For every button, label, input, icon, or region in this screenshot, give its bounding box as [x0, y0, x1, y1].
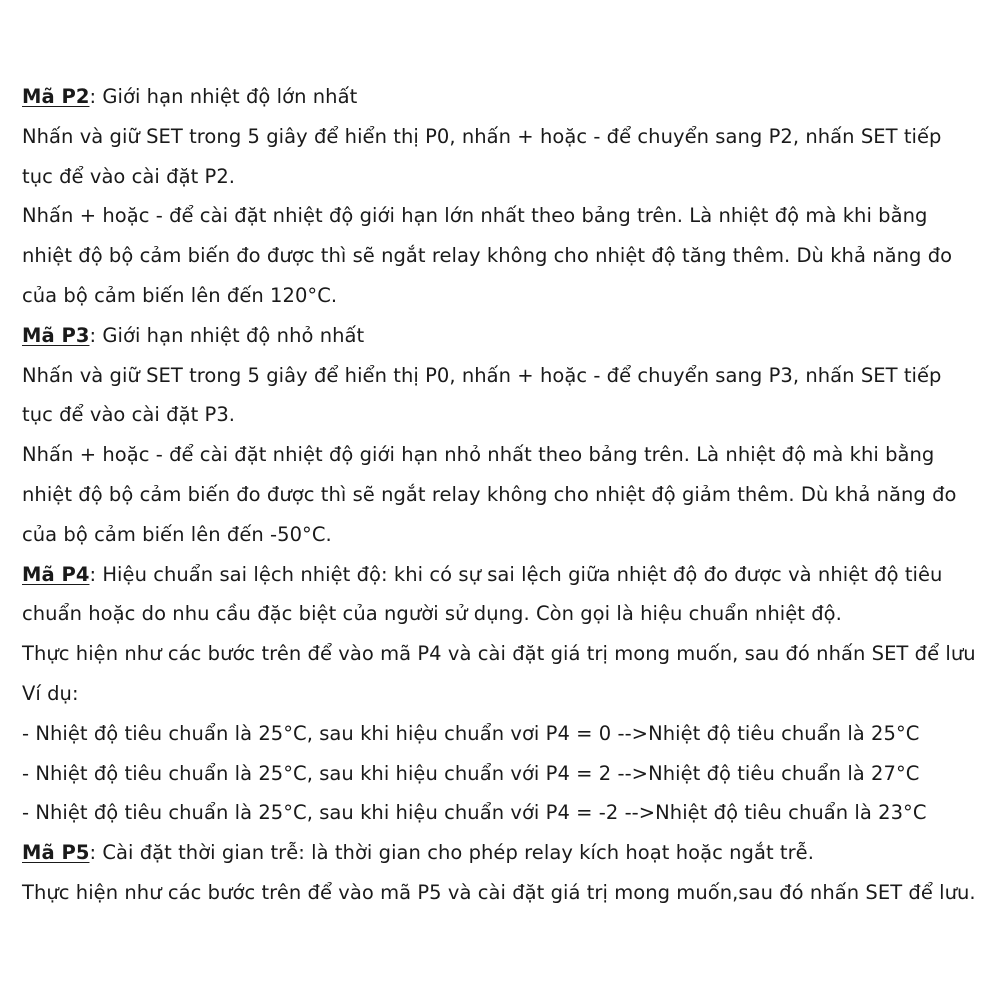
- paragraph-line: tục để vào cài đặt P3.: [22, 403, 236, 427]
- document-body: [22, 77, 976, 913]
- section-title-p4: : Hiệu chuẩn sai lệch nhiệt độ: khi có sự sai lệch giữa nhiệt độ đo được và nhiệt độ tiêu: [89, 562, 943, 586]
- paragraph-line: nhiệt độ bộ cảm biến đo được thì sẽ ngắt relay không cho nhiệt độ giảm thêm. Dù khả năng đo: [22, 482, 957, 506]
- section-heading-p2: [22, 77, 972, 117]
- paragraph-line: chuẩn hoặc do nhu cầu đặc biệt của người sử dụng. Còn gọi là hiệu chuẩn nhiệt độ.: [22, 602, 842, 626]
- section-title-p3: : Giới hạn nhiệt độ nhỏ nhất: [89, 323, 365, 347]
- paragraph-line: Nhấn và giữ SET trong 5 giây để hiển thị P0, nhấn + hoặc - để chuyển sang P2, nhấn SET tiếp: [22, 124, 942, 148]
- example-item: - Nhiệt độ tiêu chuẩn là 25°C, sau khi hiệu chuẩn với P4 = -2 -->Nhiệt độ tiêu chuẩn là 23°C: [22, 801, 927, 825]
- paragraph-line: của bộ cảm biến lên đến -50°C.: [22, 522, 332, 546]
- paragraph-line: Thực hiện như các bước trên để vào mã P4 và cài đặt giá trị mong muốn, sau đó nhấn SET để lưu: [22, 642, 976, 666]
- code-label-p3: Mã P3: [22, 323, 90, 347]
- example-item: - Nhiệt độ tiêu chuẩn là 25°C, sau khi hiệu chuẩn vơi P4 = 0 -->Nhiệt độ tiêu chuẩn là 25°C: [22, 721, 920, 745]
- paragraph-line: Ví dụ:: [22, 681, 79, 705]
- code-label-p4: Mã P4: [22, 562, 90, 586]
- paragraph-line: tục để vào cài đặt P2.: [22, 164, 236, 188]
- paragraph-line: Nhấn và giữ SET trong 5 giây để hiển thị P0, nhấn + hoặc - để chuyển sang P3, nhấn SET tiếp: [22, 363, 942, 387]
- example-item: - Nhiệt độ tiêu chuẩn là 25°C, sau khi hiệu chuẩn với P4 = 2 -->Nhiệt độ tiêu chuẩn là 27°C: [22, 761, 920, 785]
- paragraph-line: của bộ cảm biến lên đến 120°C.: [22, 283, 338, 307]
- paragraph-line: nhiệt độ bộ cảm biến đo được thì sẽ ngắt relay không cho nhiệt độ tăng thêm. Dù khả năng đo: [22, 244, 953, 268]
- paragraph-line: Thực hiện như các bước trên để vào mã P5 và cài đặt giá trị mong muốn,sau đó nhấn SET để lưu.: [22, 880, 976, 904]
- section-heading-p5: [22, 833, 972, 873]
- section-title-p2: : Giới hạn nhiệt độ lớn nhất: [89, 85, 358, 108]
- code-label-p5: Mã P5: [22, 841, 90, 865]
- section-heading-p3: [22, 316, 972, 356]
- section-title-p5: : Cài đặt thời gian trễ: là thời gian cho phép relay kích hoạt hoặc ngắt trễ.: [89, 841, 814, 865]
- paragraph-line: Nhấn + hoặc - để cài đặt nhiệt độ giới hạn nhỏ nhất theo bảng trên. Là nhiệt độ mà khi bằng: [22, 443, 935, 467]
- section-heading-p4: [22, 555, 972, 595]
- paragraph-line: Nhấn + hoặc - để cài đặt nhiệt độ giới hạn lớn nhất theo bảng trên. Là nhiệt độ mà khi bằng: [22, 204, 928, 228]
- code-label-p2: Mã P2: [22, 85, 90, 108]
